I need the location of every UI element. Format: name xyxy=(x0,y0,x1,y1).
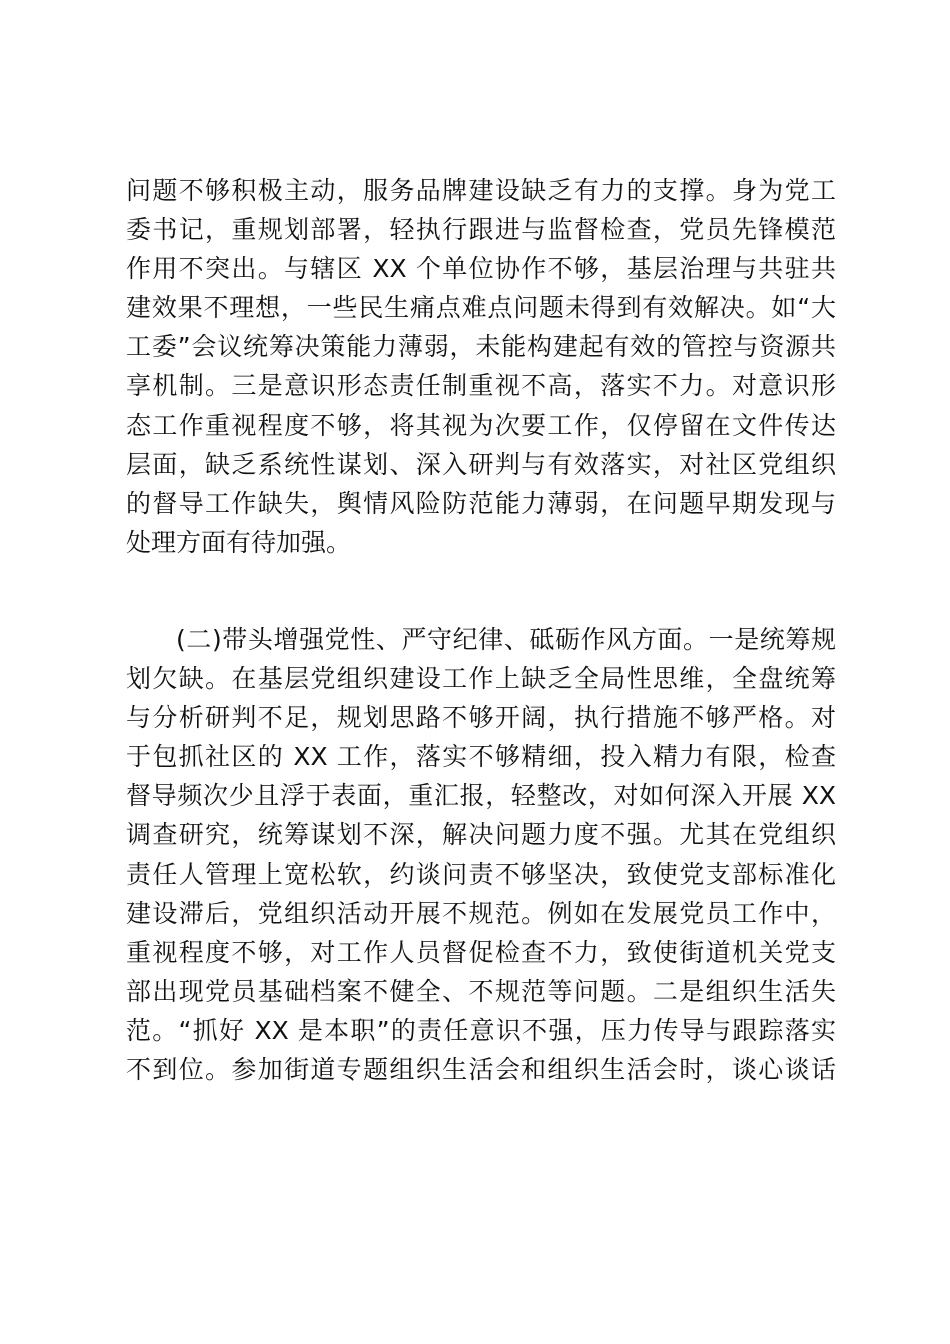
paragraph-1-line: 问题不够积极主动，服务品牌建设缺乏有力的支撑。身为党工 xyxy=(126,176,836,205)
paragraph-2-line: 范。“抓好 XX 是本职”的责任意识不强，压力传导与跟踪落实 xyxy=(126,1015,836,1045)
paragraph-2-line: 划欠缺。在基层党组织建设工作上缺乏全局性思维，全盘统筹 xyxy=(126,664,836,694)
paragraph-2-line: 部出现党员基础档案不健全、不规范等问题。二是组织生活失 xyxy=(126,976,836,1006)
paragraph-1-line: 委书记，重规划部署，轻执行跟进与监督检查，党员先锋模范 xyxy=(126,215,836,245)
paragraph-1-line: 建效果不理想，一些民生痛点难点问题未得到有效解决。如“大 xyxy=(126,293,836,323)
paragraph-1-line: 态工作重视程度不够，将其视为次要工作，仅停留在文件传达 xyxy=(126,410,836,440)
paragraph-2 xyxy=(126,620,836,1089)
paragraph-2-first-line: (二)带头增强党性、严守纪律、砥砺作风方面。一是统筹规 xyxy=(176,625,836,654)
paragraph-1-last-line: 处理方面有待加强。 xyxy=(126,527,352,557)
paragraph-2-line: 于包抓社区的 XX 工作，落实不够精细，投入精力有限，检查 xyxy=(126,742,836,772)
paragraph-2-line: 重视程度不够，对工作人员督促检查不力，致使街道机关党支 xyxy=(126,937,836,967)
paragraph-1-line: 作用不突出。与辖区 XX 个单位协作不够，基层治理与共驻共 xyxy=(126,254,836,284)
paragraph-1-line: 工委”会议统筹决策能力薄弱，未能构建起有效的管控与资源共 xyxy=(126,332,836,362)
paragraph-2-line: 调查研究，统筹谋划不深，解决问题力度不强。尤其在党组织 xyxy=(126,820,836,850)
paragraph-1-line: 的督导工作缺失，舆情风险防范能力薄弱，在问题早期发现与 xyxy=(126,488,836,518)
paragraph-2-line: 建设滞后，党组织活动开展不规范。例如在发展党员工作中， xyxy=(126,898,836,928)
paragraph-1-line: 层面，缺乏系统性谋划、深入研判与有效落实，对社区党组织 xyxy=(126,449,836,479)
paragraph-2-line: 不到位。参加街道专题组织生活会和组织生活会时，谈心谈话 xyxy=(126,1055,836,1085)
paragraph-1-line: 享机制。三是意识形态责任制重视不高，落实不力。对意识形 xyxy=(126,371,836,401)
paragraph-2-line: 督导频次少且浮于表面，重汇报，轻整改，对如何深入开展 XX xyxy=(126,781,836,811)
paragraph-2-line: 与分析研判不足，规划思路不够开阔，执行措施不够严格。对 xyxy=(126,703,836,733)
paragraph-1 xyxy=(126,171,836,562)
paragraph-2-line: 责任人管理上宽松软，约谈问责不够坚决，致使党支部标准化 xyxy=(126,859,836,889)
